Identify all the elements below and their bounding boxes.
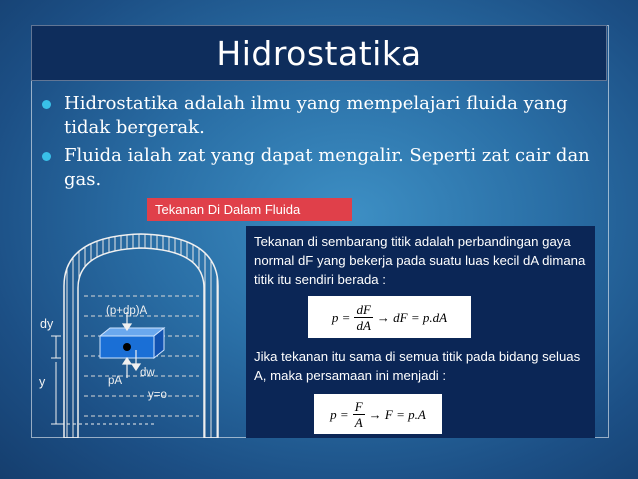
formula-pressure-total — [314, 394, 442, 434]
info-paragraph-2: Jika tekanan itu sama di semua titik pada bidang seluas A, maka persamaan ini menjadi : — [254, 349, 581, 383]
fluid-container-diagram — [34, 226, 249, 438]
formula1-fraction — [354, 302, 372, 333]
bottom-force-label: pA — [108, 375, 123, 387]
y0-label: y=o — [148, 389, 167, 401]
info-paragraph-1: Tekanan di sembarang titik adalah perbandingan gaya normal dF yang bekerja pada suatu luas kecil dA dimana titik itu sendiri berada : — [254, 234, 586, 287]
bullet-dot-icon — [42, 152, 51, 161]
fluid-element — [100, 328, 164, 358]
formula2-fraction — [353, 399, 365, 430]
bullet-text: Fluida ialah zat yang dapat mengalir. Seperti zat cair dan gas. — [64, 145, 590, 190]
bullet-text: Hidrostatika adalah ilmu yang mempelajari fluida yang tidak bergerak. — [64, 93, 568, 138]
info-box — [246, 226, 595, 438]
weight-label: dw — [140, 367, 155, 379]
formula2-denominator: A — [354, 414, 363, 430]
bullet-dot-icon — [42, 100, 51, 109]
top-force-label: (p+dp)A — [106, 305, 148, 317]
bullet-list — [40, 92, 600, 196]
formula2-numerator: F — [354, 398, 363, 414]
section-badge: Tekanan Di Dalam Fluida — [147, 198, 352, 221]
title-bar — [31, 25, 607, 81]
formula1-lhs: p = — [331, 309, 351, 325]
dy-label: dy — [40, 317, 54, 331]
formula1-denominator: dA — [356, 317, 371, 333]
formula-pressure-differential — [308, 296, 471, 338]
y-label: y — [39, 375, 46, 389]
slide-title: Hidrostatika — [216, 33, 422, 73]
formula1-numerator: dF — [356, 301, 371, 317]
formula2-lhs: p = — [330, 406, 349, 422]
formula1-rhs: → dF = p.dA — [376, 309, 448, 325]
bullet-item — [40, 92, 600, 140]
bullet-item — [40, 144, 600, 192]
formula2-rhs: → F = p.A — [368, 406, 426, 422]
